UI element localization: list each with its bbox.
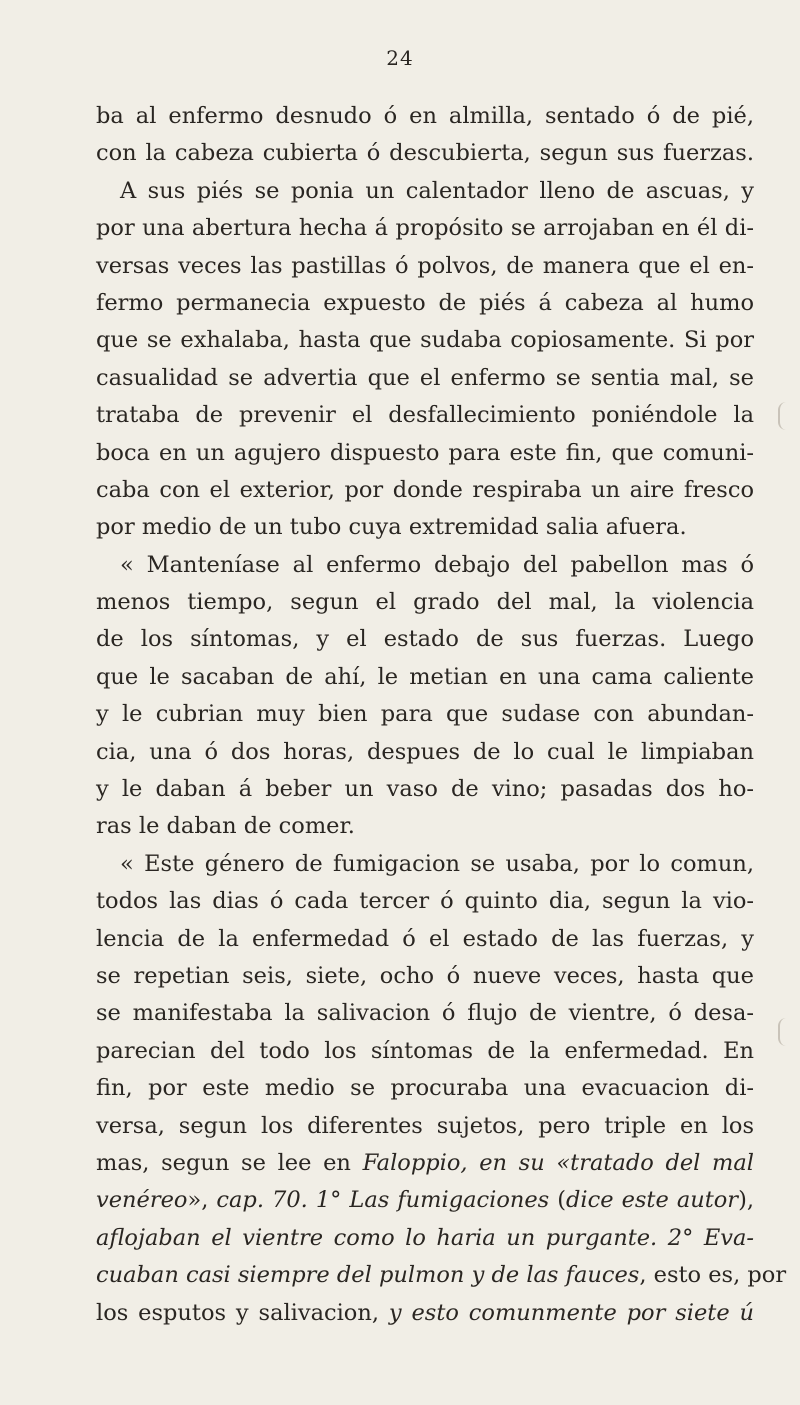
text-line: venéreo», cap. 70. 1° Las fumigaciones (dice este autor), [96, 1187, 755, 1214]
text-line: que se exhalaba, hasta que sudaba copiosamente. Si por [96, 327, 754, 354]
text-line: caba con el exterior, por donde respiraba un aire fresco [96, 476, 754, 503]
text-line: aflojaban el vientre como lo haria un purgante. 2° Eva- [96, 1224, 755, 1251]
text-line: versas veces las pastillas ó polvos, de manera que el en- [96, 252, 754, 279]
text-line: y le cubrian muy bien para que sudase con abundan- [96, 701, 754, 728]
text-line: « Manteníase al enfermo debajo del pabellon mas ó [120, 551, 754, 578]
text-line: fin, por este medio se procuraba una evacuacion di- [96, 1075, 754, 1102]
text-line: ba al enfermo desnudo ó en almilla, sentado ó de pié, [96, 103, 754, 129]
text-line: los esputos y salivacion, y esto comunmente por siete ú [96, 1299, 755, 1326]
text-line: cuaban casi siempre del pulmon y de las fauces, esto es, por [96, 1262, 787, 1289]
text-line: A sus piés se ponia un calentador lleno de ascuas, y [120, 177, 754, 204]
text-line: versa, segun los diferentes sujetos, pero triple en los [96, 1112, 754, 1139]
text-line: y le daban á beber un vaso de vino; pasadas dos ho- [96, 776, 754, 803]
text-line: mas, segun se lee en Faloppio, en su «tratado del mal [96, 1149, 755, 1176]
margin-bracket-mark [778, 1018, 790, 1046]
text-line: que le sacaban de ahí, le metian en una cama caliente [96, 663, 754, 690]
page-number: 24 [386, 46, 414, 70]
text-line: fermo permanecia expuesto de piés á cabeza al humo [96, 289, 754, 316]
text-line: parecian del todo los síntomas de la enfermedad. En [96, 1037, 754, 1064]
text-line: de los síntomas, y el estado de sus fuerzas. Luego [96, 626, 754, 653]
text-line: por medio de un tubo cuya extremidad salia afuera. [96, 514, 687, 541]
text-line: casualidad se advertia que el enfermo se sentia mal, se [96, 364, 754, 391]
text-line: trataba de prevenir el desfallecimiento poniéndole la [96, 402, 754, 429]
text-line: « Este género de fumigacion se usaba, por lo comun, [120, 850, 754, 877]
margin-bracket-mark [778, 402, 790, 430]
text-line: se manifestaba la salivacion ó flujo de vientre, ó desa- [96, 1000, 754, 1027]
text-line: se repetian seis, siete, ocho ó nueve veces, hasta que [96, 962, 754, 989]
text-line: menos tiempo, segun el grado del mal, la violencia [96, 589, 754, 616]
text-line: todos las dias ó cada tercer ó quinto dia, segun la vio- [96, 888, 754, 915]
text-line: por una abertura hecha á propósito se arrojaban en él di- [96, 215, 754, 242]
text-line: boca en un agujero dispuesto para este fin, que comuni- [96, 439, 754, 466]
text-line: lencia de la enfermedad ó el estado de las fuerzas, y [96, 925, 754, 952]
body-text [96, 98, 787, 1332]
text-line: ras le daban de comer. [96, 813, 355, 840]
text-line: cia, una ó dos horas, despues de lo cual le limpiaban [96, 738, 754, 765]
text-line: con la cabeza cubierta ó descubierta, segun sus fuerzas. [96, 140, 754, 167]
